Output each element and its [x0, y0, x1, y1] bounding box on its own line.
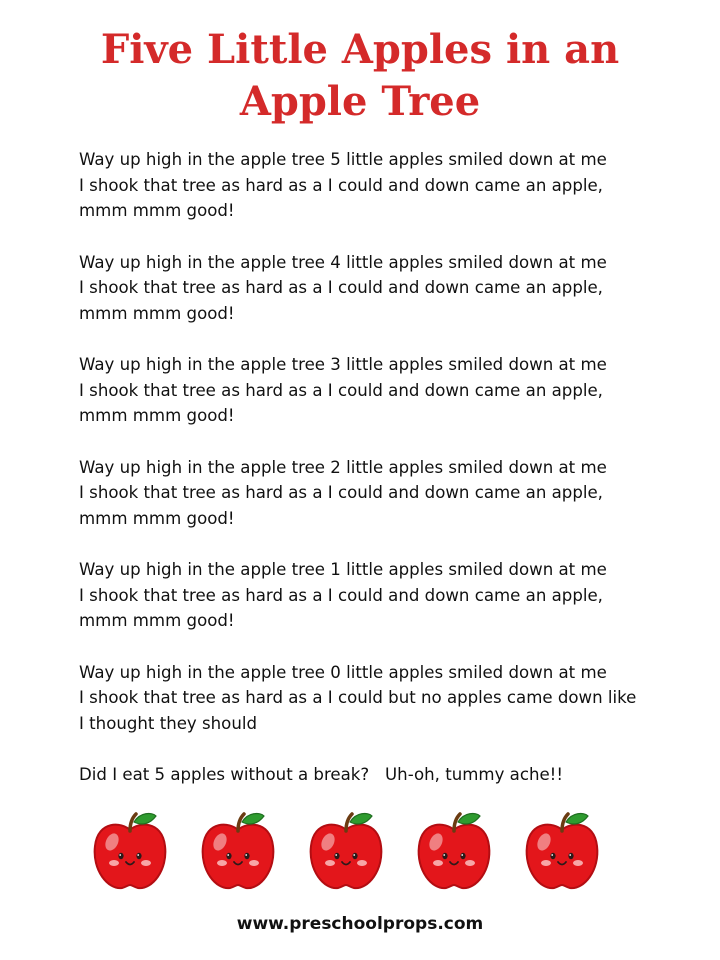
verse-line: I shook that tree as hard as a I could and down came an apple, [79, 380, 603, 400]
verse-line: Way up high in the apple tree 3 little apples smiled down at me [79, 355, 607, 374]
verse-2-apples [79, 455, 709, 532]
verse-line: I thought they should [79, 713, 257, 733]
title-line-1: Five Little Apples in an [100, 26, 620, 73]
closing-line: Did I eat 5 apples without a break? Uh-oh, tummy ache!! [79, 765, 563, 784]
page-title [0, 24, 720, 128]
verse-line: Way up high in the apple tree 2 little apples smiled down at me [79, 457, 607, 477]
verse-5-apples [79, 147, 709, 224]
verse-line: mmm mmm good! [79, 201, 235, 220]
smiling-apple-icon [200, 812, 276, 892]
verse-line: I shook that tree as hard as a I could and down came an apple, [79, 585, 603, 605]
verse-line: I shook that tree as hard as a I could and down came an apple, [79, 175, 603, 195]
verse-line: mmm mmm good! [79, 611, 235, 630]
website-url: www.preschoolprops.com [236, 914, 484, 934]
verse-0-apples [79, 660, 709, 737]
apple-row [92, 812, 612, 892]
verse-line: Way up high in the apple tree 0 little apples smiled down at me [79, 662, 607, 682]
smiling-apple-icon [524, 812, 600, 892]
song-verses [79, 147, 709, 762]
smiling-apple-icon [416, 812, 492, 892]
verse-3-apples [79, 352, 709, 429]
verse-line: I shook that tree as hard as a I could but no apples came down like [79, 688, 637, 707]
verse-line: mmm mmm good! [79, 303, 235, 323]
verse-line: I shook that tree as hard as a I could and down came an apple, [79, 278, 603, 297]
smiling-apple-icon [92, 812, 168, 892]
verse-line: mmm mmm good! [79, 406, 235, 425]
verse-4-apples [79, 250, 709, 327]
verse-line: Way up high in the apple tree 4 little apples smiled down at me [79, 252, 607, 272]
title-line-2: Apple Tree [239, 78, 481, 125]
verse-line: Way up high in the apple tree 1 little apples smiled down at me [79, 560, 607, 579]
verse-line: mmm mmm good! [79, 508, 235, 528]
verse-line: I shook that tree as hard as a I could and down came an apple, [79, 483, 603, 502]
verse-1-apple [79, 557, 709, 634]
smiling-apple-icon [308, 812, 384, 892]
verse-line: Way up high in the apple tree 5 little apples smiled down at me [79, 150, 607, 169]
